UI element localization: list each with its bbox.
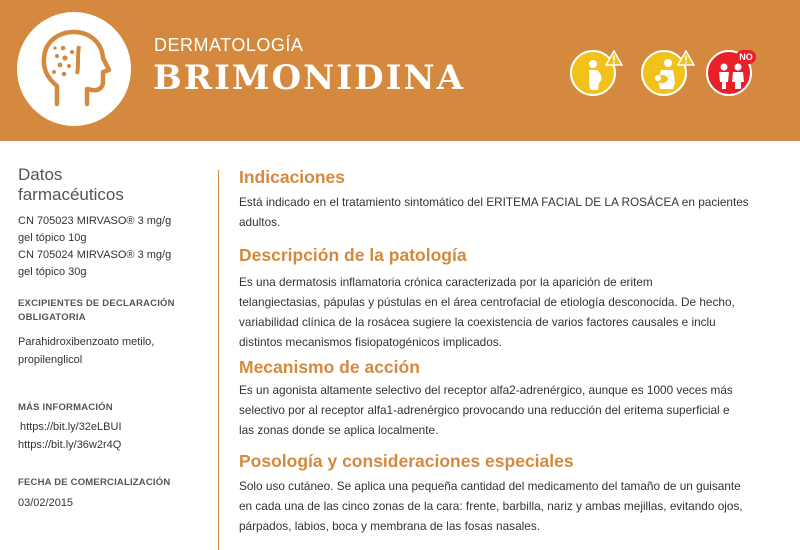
section-text-line: en cada una de las cinco zonas de la cara: frente, barbilla, nariz y ambas mejillas, evitando ojos, (239, 499, 743, 513)
no-badge: NO (736, 50, 756, 64)
product-line: gel tópico 10g (18, 232, 87, 244)
column-divider (218, 170, 219, 550)
category-label: DERMATOLOGÍA (154, 35, 304, 55)
section-text-line: telangiectasias, pápulas y pústulas en el área centrofacial de etiología desconocida. De hecho, (239, 295, 735, 309)
excipients-text: Parahidroxibenzoato metilo, (18, 336, 155, 348)
drug-name-title: BRIMONIDINA (153, 58, 465, 98)
info-link[interactable]: https://bit.ly/32eLBUI (20, 421, 122, 433)
head-skin-icon (17, 12, 131, 126)
section-text-line: las zonas donde se aplica localmente. (239, 423, 439, 437)
marketing-date-heading: FECHA DE COMERCIALIZACIÓN (18, 477, 171, 488)
header-banner (0, 0, 800, 141)
sidebar (18, 165, 213, 512)
warning-triangle-icon (605, 50, 623, 66)
section-text-line: variabilidad clínica de la rosácea sugiere la coexistencia de varios factores causales e inclu (239, 315, 716, 329)
section-title-posologia: Posología y consideraciones especiales (239, 451, 574, 471)
info-link[interactable]: https://bit.ly/36w2r4Q (18, 439, 122, 451)
excipients-text: propilenglicol (18, 354, 83, 366)
section-text-line: Está indicado en el tratamiento sintomático del ERITEMA FACIAL DE LA ROSÁCEA en pacientes (239, 195, 749, 209)
main-content (239, 166, 800, 536)
sidebar-title-line: farmacéuticos (18, 185, 124, 204)
more-info-heading: MÁS INFORMACIÓN (18, 402, 113, 413)
sidebar-title-line: Datos (18, 165, 63, 184)
excipients-heading: OBLIGATORIA (18, 312, 86, 323)
product-line: CN 705024 MIRVASO® 3 mg/g (18, 249, 172, 261)
sidebar-title (18, 165, 213, 205)
section-text-line: selectivo por al receptor alfa1-adrenérgico provocando una reducción del eritema superficial e (239, 403, 730, 417)
section-title-descripcion: Descripción de la patología (239, 245, 467, 265)
section-text-line: párpados, labios, boca y membrana de las fosas nasales. (239, 519, 540, 533)
section-title-mecanismo: Mecanismo de acción (239, 357, 420, 377)
section-text-line: Solo uso cutáneo. Se aplica una pequeña cantidad del medicamento del tamaño de un guisante (239, 479, 741, 493)
marketing-date: 03/02/2015 (18, 497, 74, 509)
section-text-line: distintos mecanismos fisiopatogénicos implicados. (239, 335, 502, 349)
section-title-indicaciones: Indicaciones (239, 167, 346, 187)
product-line: gel tópico 30g (18, 266, 87, 278)
warning-triangle-icon (677, 50, 695, 66)
section-text-line: Es un agonista altamente selectivo del receptor alfa2-adrenérgico, aunque es 1000 veces más (239, 383, 733, 397)
excipients-heading: EXCIPIENTES DE DECLARACIÓN (18, 298, 175, 309)
section-text-line: adultos. (239, 215, 281, 229)
product-line: CN 705023 MIRVASO® 3 mg/g (18, 215, 172, 227)
section-text-line: Es una dermatosis inflamatoria crónica caracterizada por la aparición de eritem (239, 275, 653, 289)
